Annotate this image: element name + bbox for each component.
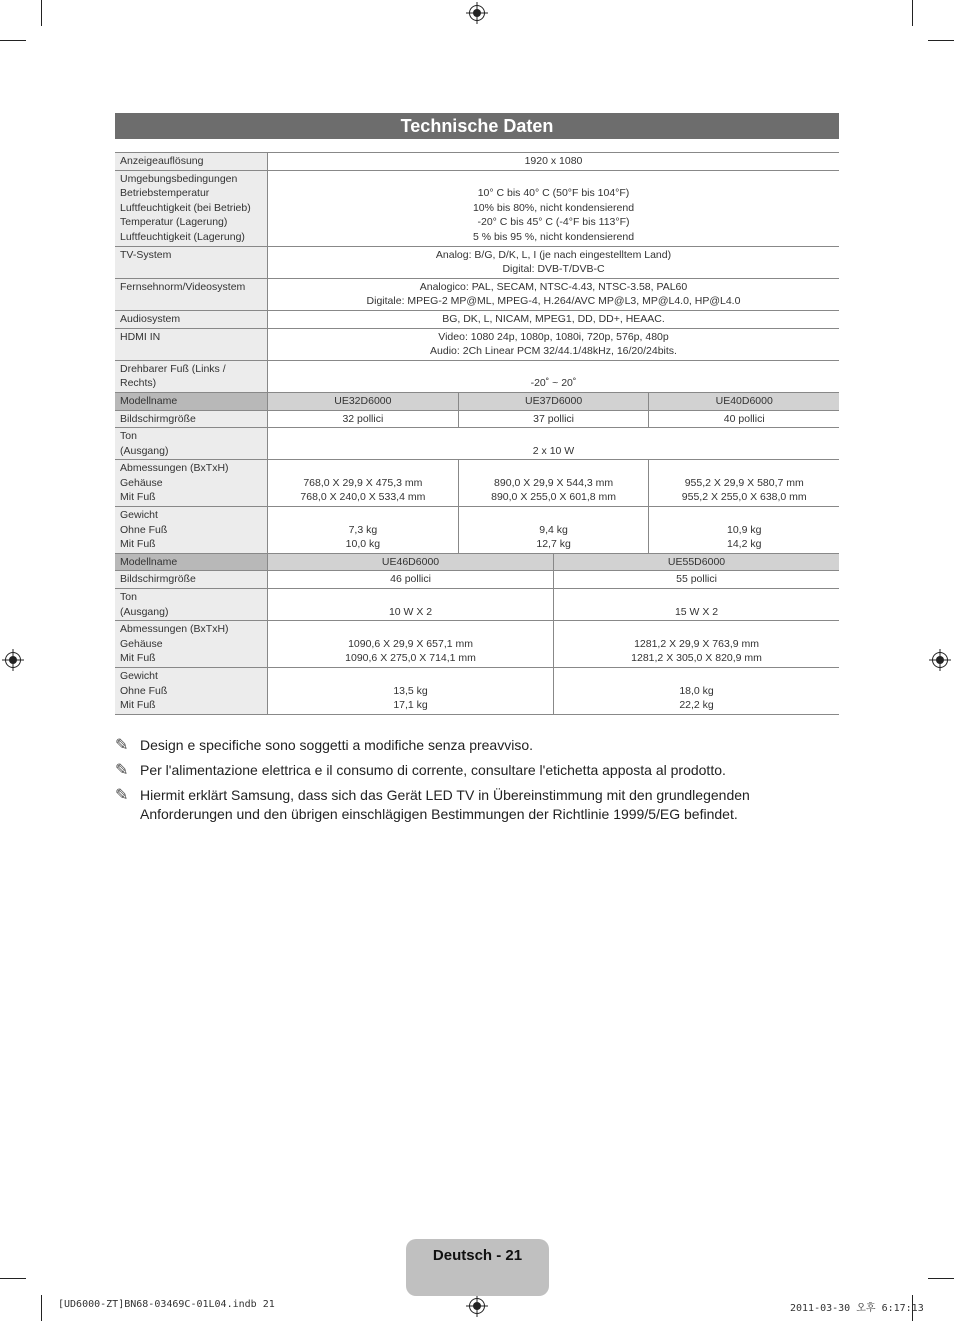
footer-file: [UD6000-ZT]BN68-03469C-01L04.indb 21 (58, 1299, 275, 1310)
row-label (115, 428, 268, 460)
cell-line: 14,2 kg (727, 538, 762, 551)
table-row (115, 621, 839, 668)
cell-line: TV-System (120, 248, 172, 261)
crop-mark (0, 40, 26, 41)
cell-line: 5 % bis 95 %, nicht kondensierend (472, 230, 635, 243)
cell-line: Umgebungsbedingungen (120, 172, 238, 185)
row-value (649, 392, 839, 410)
cell-line: 890,0 X 255,0 X 601,8 mm (491, 491, 617, 504)
cell-line: 9,4 kg (539, 523, 568, 536)
cell-line: Gewicht (120, 670, 158, 682)
cell-line: 1090,6 X 275,0 X 714,1 mm (345, 652, 476, 665)
row-value (268, 360, 840, 392)
row-label (115, 668, 268, 715)
row-value (268, 621, 554, 668)
cell-line: Gehäuse (120, 637, 163, 650)
registration-mark-icon (469, 5, 485, 21)
cell-line: 10,9 kg (727, 523, 762, 536)
row-value (554, 668, 839, 715)
registration-mark-icon (932, 652, 948, 668)
cell-line: Gewicht (120, 509, 158, 522)
cell-line: Ohne Fuß (120, 523, 168, 536)
cell-line: Abmessungen (BxTxH) (120, 462, 229, 475)
cell-line: 32 pollici (342, 412, 384, 425)
row-value (268, 460, 459, 507)
cell-line: Ton (120, 591, 137, 604)
row-label (115, 246, 268, 278)
row-label (115, 153, 268, 171)
row-value (458, 410, 649, 428)
row-label (115, 328, 268, 360)
footer-date: 2011-03-30 오후 6:17:13 (790, 1303, 924, 1314)
pencil-note-icon: ✎ (115, 787, 129, 804)
cell-line: Temperatur (Lagerung) (120, 216, 228, 229)
cell-line: Luftfeuchtigkeit (Lagerung) (120, 230, 245, 243)
row-label (115, 460, 268, 507)
cell-line: 2 x 10 W (532, 444, 575, 457)
row-value (458, 460, 649, 507)
page-number: Deutsch - 21 (432, 1247, 523, 1264)
cell-line: 768,0 X 29,9 X 475,3 mm (303, 476, 423, 489)
cell-line: 17,1 kg (393, 699, 428, 712)
cell-line: 15 W X 2 (674, 605, 719, 618)
cell-line: Digital: DVB-T/DVB-C (502, 263, 605, 276)
table-row (115, 328, 839, 360)
cell-line: Ton (120, 430, 137, 443)
cell-line: -20˚ ~ 20˚ (530, 377, 577, 390)
cell-line: Anforderungen und den übrigen einschlägigen Bestimmungen der Richtlinie 1999/5/EG befindet. (140, 806, 738, 822)
row-label (115, 170, 268, 246)
cell-line: 7,3 kg (348, 523, 378, 536)
row-value (649, 410, 839, 428)
row-value (268, 392, 459, 410)
cell-line: 1920 x 1080 (524, 155, 583, 167)
row-value (268, 328, 840, 360)
cell-line: Video: 1080 24p, 1080p, 1080i, 720p, 576p, 480p (438, 330, 669, 343)
registration-mark-icon (469, 1298, 485, 1314)
table-row (115, 571, 839, 589)
table-row (115, 170, 839, 246)
cell-line: UE40D6000 (715, 394, 773, 407)
cell-line: Modellname (120, 555, 178, 568)
table-row (115, 553, 839, 571)
cell-line: 955,2 X 255,0 X 638,0 mm (681, 491, 807, 504)
cell-line: Audio: 2Ch Linear PCM 32/44.1/48kHz, 16/20/24bits. (430, 345, 677, 358)
cell-line: (Ausgang) (120, 605, 169, 618)
cell-line: 22,2 kg (679, 699, 714, 712)
table-row (115, 360, 839, 392)
notes (115, 736, 839, 830)
cell-line: HDMI IN (120, 330, 161, 343)
cell-line: 46 pollici (390, 573, 431, 586)
cell-line: Mit Fuß (120, 538, 156, 551)
row-label (115, 553, 268, 571)
cell-line: 13,5 kg (393, 684, 428, 697)
row-value (268, 310, 840, 328)
cell-line: 55 pollici (676, 573, 717, 586)
table-row (115, 278, 839, 310)
cell-line: -20° C bis 45° C (-4°F bis 113°F) (477, 216, 630, 229)
row-value (458, 392, 649, 410)
cell-line: Mit Fuß (120, 699, 156, 712)
cell-line: Luftfeuchtigkeit (bei Betrieb) (120, 201, 251, 214)
row-value (554, 553, 839, 571)
cell-line: 768,0 X 240,0 X 533,4 mm (300, 491, 426, 504)
crop-mark (41, 1295, 42, 1321)
pencil-note-icon: ✎ (115, 762, 129, 779)
table-row (115, 310, 839, 328)
cell-line: Ohne Fuß (120, 684, 168, 697)
cell-line: 1281,2 X 305,0 X 820,9 mm (631, 652, 762, 665)
table-row (115, 410, 839, 428)
spec-table (115, 152, 839, 715)
row-value (554, 589, 839, 621)
cell-line: Bildschirmgröße (120, 412, 196, 425)
cell-line: 10% bis 80%, nicht kondensierend (472, 201, 635, 214)
cell-line: 955,2 X 29,9 X 580,7 mm (684, 476, 804, 489)
page-title: Technische Daten (115, 113, 839, 139)
cell-line: 10 W X 2 (388, 605, 433, 618)
crop-mark (928, 40, 954, 41)
cell-line: Gehäuse (120, 476, 163, 489)
note-item (115, 736, 839, 755)
cell-line: Modellname (120, 394, 178, 407)
crop-mark (0, 1278, 26, 1279)
page-number-box (406, 1239, 549, 1296)
row-value (268, 410, 459, 428)
cell-line: Digitale: MPEG-2 MP@ML, MPEG-4, H.264/AVC MP@L3, MP@L4.0, HP@L4.0 (366, 295, 741, 308)
table-row (115, 589, 839, 621)
cell-line: UE46D6000 (381, 555, 440, 568)
row-value (268, 571, 554, 589)
cell-line: (Ausgang) (120, 444, 169, 457)
cell-line: 890,0 X 29,9 X 544,3 mm (494, 476, 614, 489)
cell-line: UE37D6000 (524, 394, 583, 407)
cell-line: Drehbarer Fuß (Links / Rechts) (120, 362, 226, 390)
table-row (115, 392, 839, 410)
cell-line: Abmessungen (BxTxH) (120, 623, 229, 636)
cell-line: 1090,6 X 29,9 X 657,1 mm (348, 637, 473, 650)
cell-line: 12,7 kg (536, 538, 571, 551)
cell-line: Per l'alimentazione elettrica e il consumo di corrente, consultare l'etichetta apposta al prodotto. (140, 762, 726, 778)
table-row (115, 153, 839, 171)
cell-line: Fernsehnorm/Videosystem (120, 280, 246, 293)
table-row (115, 246, 839, 278)
cell-line: Audiosystem (120, 312, 181, 325)
crop-mark (928, 1278, 954, 1279)
cell-line: UE55D6000 (667, 555, 726, 568)
row-value (458, 507, 649, 554)
cell-line: Hiermit erklärt Samsung, dass sich das Gerät LED TV in Übereinstimmung mit den grundlegenden (140, 787, 750, 803)
row-value (649, 460, 839, 507)
row-value (554, 621, 839, 668)
cell-line: 10° C bis 40° C (50°F bis 104°F) (477, 187, 630, 200)
cell-line: Design e specifiche sono soggetti a modifiche senza preavviso. (140, 737, 533, 753)
row-value (268, 170, 840, 246)
row-value (268, 246, 840, 278)
row-label (115, 571, 268, 589)
cell-line: 37 pollici (533, 412, 575, 425)
row-value (268, 589, 554, 621)
row-label (115, 410, 268, 428)
note-item (115, 786, 839, 824)
note-item (115, 761, 839, 780)
table-row (115, 668, 839, 715)
row-label (115, 310, 268, 328)
cell-line: Analog: B/G, D/K, L, I (je nach eingestelltem Land) (435, 248, 672, 261)
pencil-note-icon: ✎ (115, 737, 129, 754)
row-value (268, 507, 459, 554)
row-value (268, 668, 554, 715)
cell-line: 40 pollici (723, 412, 765, 425)
cell-line: Anzeigeauflösung (120, 155, 204, 167)
row-label (115, 621, 268, 668)
registration-mark-icon (5, 652, 21, 668)
table-row (115, 428, 839, 460)
cell-line: BG, DK, L, NICAM, MPEG1, DD, DD+, HEAAC. (442, 312, 665, 325)
cell-line: 1281,2 X 29,9 X 763,9 mm (634, 637, 759, 650)
row-value (268, 553, 554, 571)
row-label (115, 589, 268, 621)
cell-line: Mit Fuß (120, 491, 156, 504)
row-label (115, 360, 268, 392)
row-value (268, 153, 840, 171)
row-value (554, 571, 839, 589)
table-row (115, 507, 839, 554)
crop-mark (912, 0, 913, 26)
row-label (115, 278, 268, 310)
row-value (268, 278, 840, 310)
cell-line: 18,0 kg (679, 684, 714, 697)
row-label (115, 392, 268, 410)
cell-line: Mit Fuß (120, 652, 156, 665)
crop-mark (41, 0, 42, 26)
cell-line: UE32D6000 (334, 394, 392, 407)
row-value (268, 428, 840, 460)
row-label (115, 507, 268, 554)
table-row (115, 460, 839, 507)
row-value (649, 507, 839, 554)
cell-line: Bildschirmgröße (120, 573, 196, 586)
cell-line: Analogico: PAL, SECAM, NTSC-4.43, NTSC-3.58, PAL60 (419, 280, 688, 293)
cell-line: 10,0 kg (345, 538, 381, 551)
cell-line: Betriebstemperatur (120, 187, 210, 200)
